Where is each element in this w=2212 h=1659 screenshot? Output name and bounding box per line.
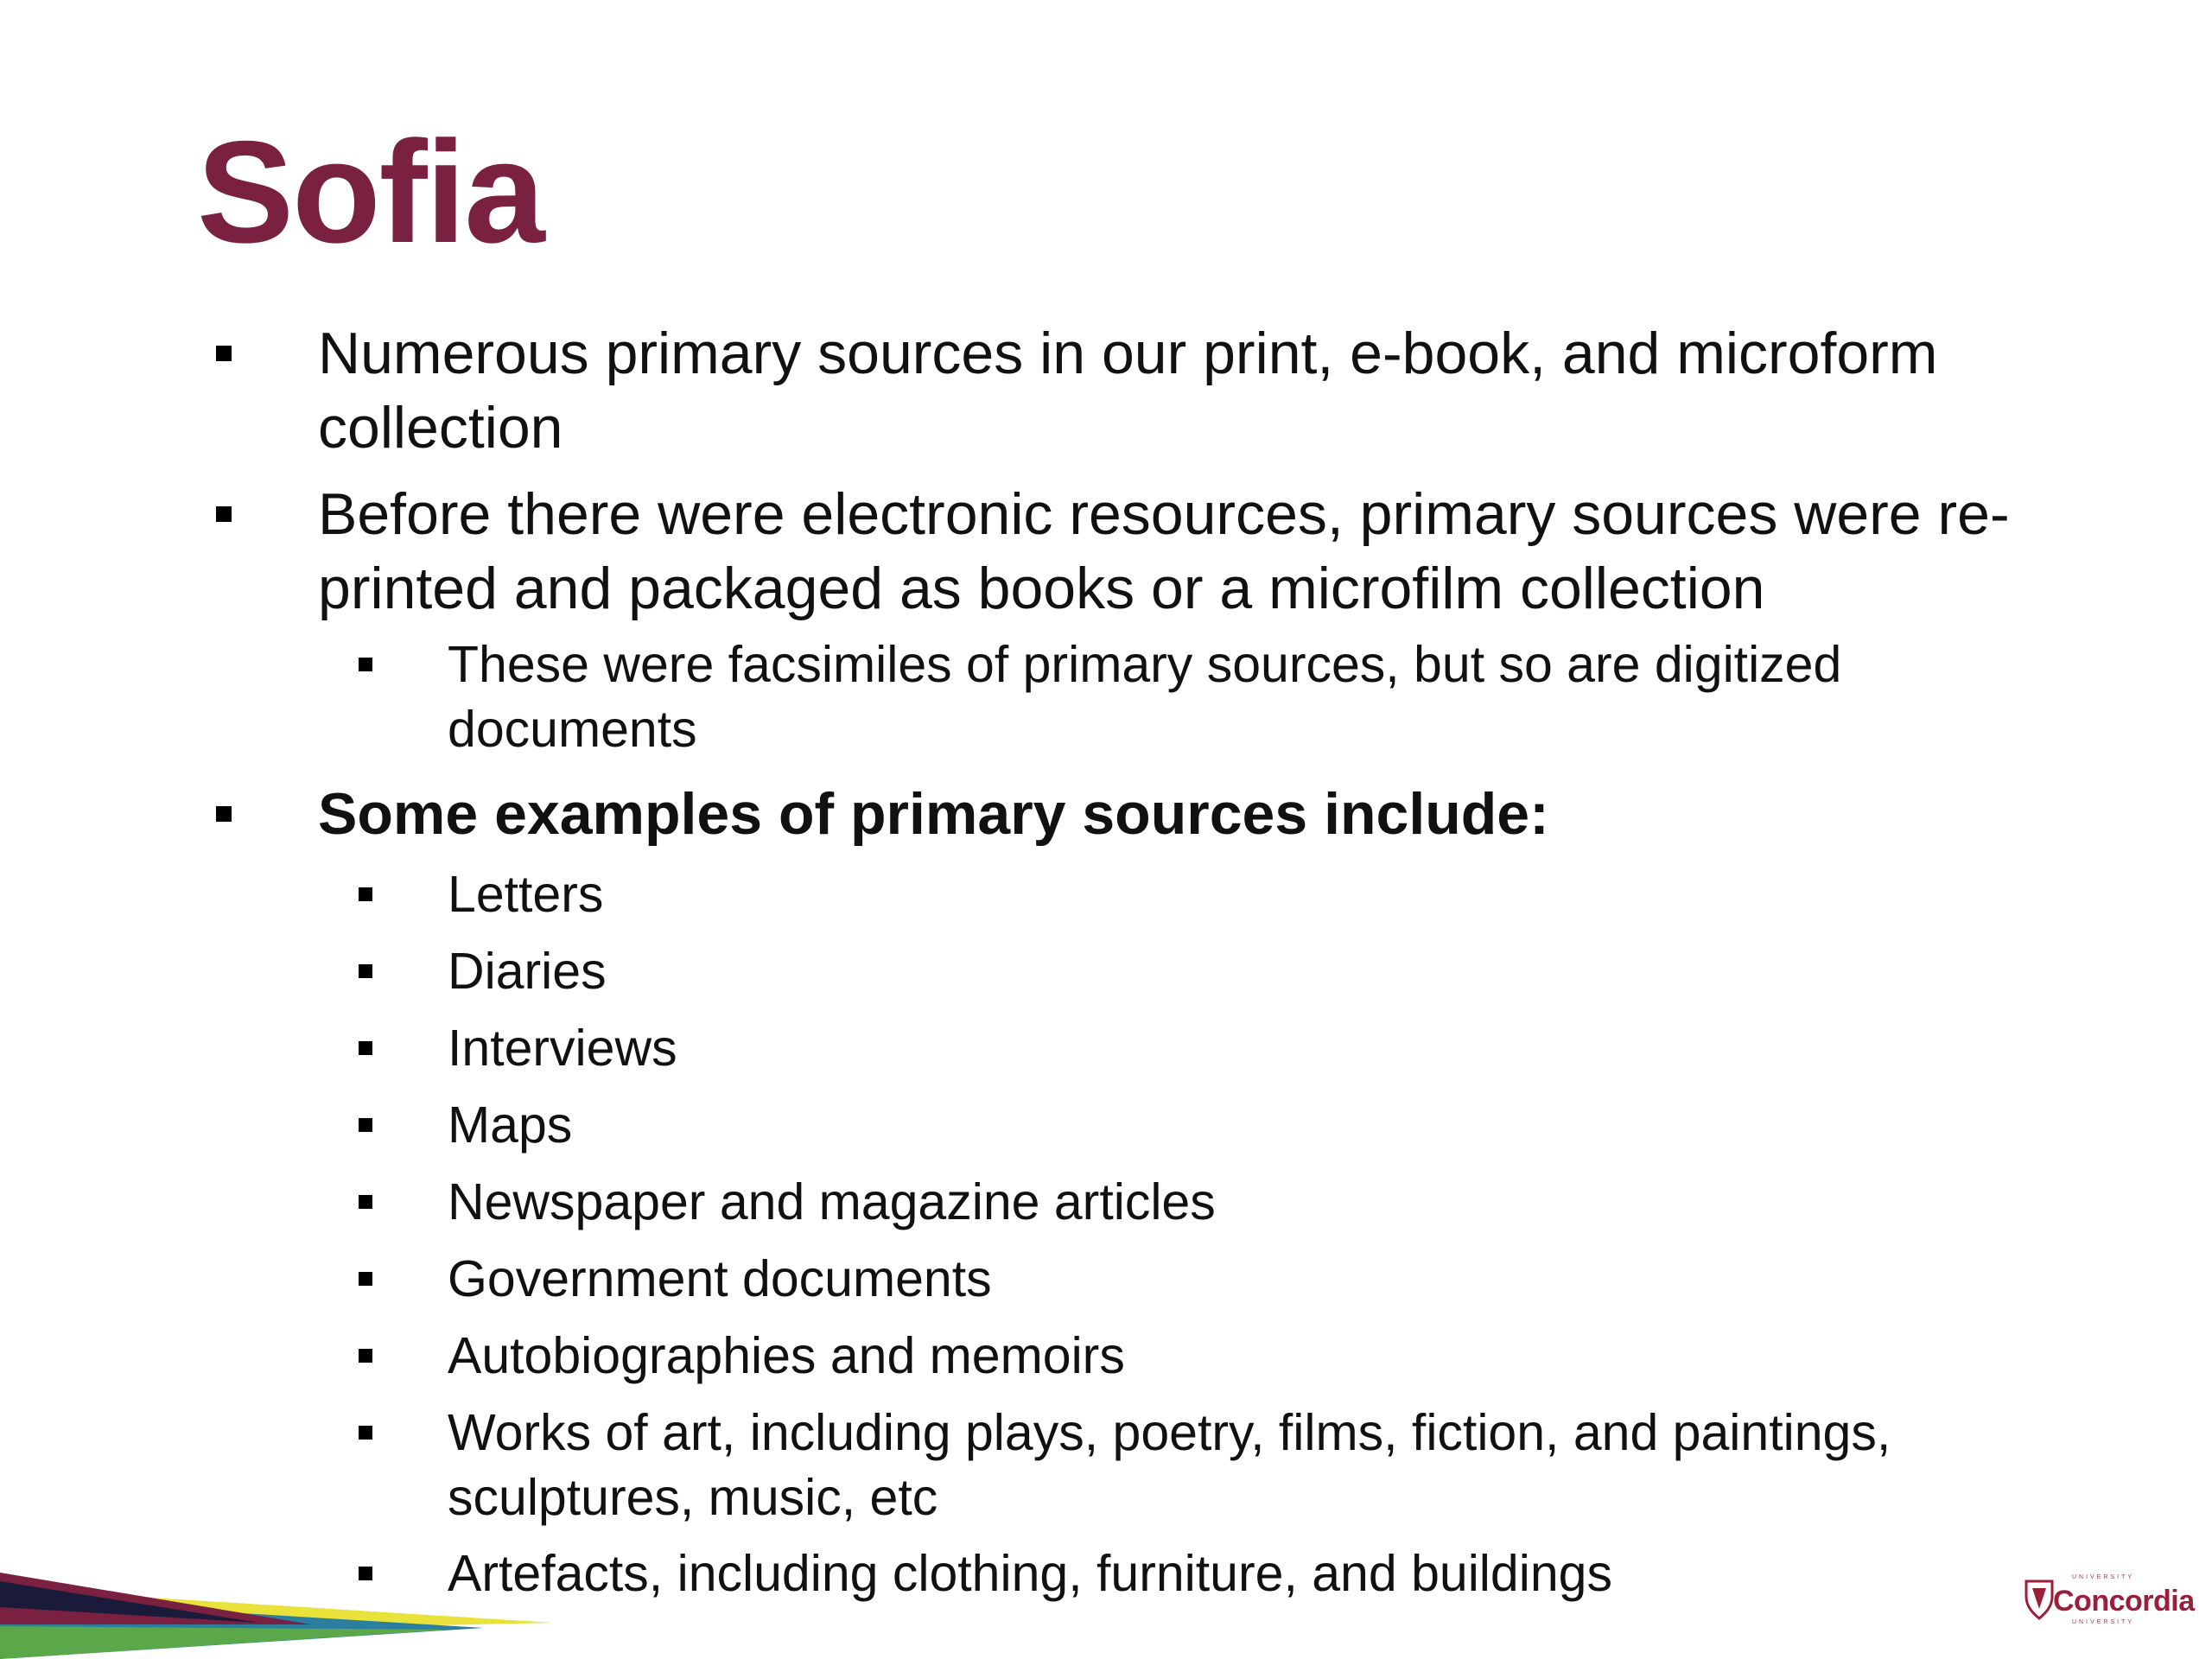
- sub-bullet-item: [448, 862, 2072, 927]
- sub-bullet-item: [448, 1247, 2072, 1312]
- bullet-text: Some examples of primary sources include:: [318, 781, 1549, 847]
- sub-bullet-item: [448, 939, 2072, 1004]
- bullet-item: [318, 477, 2107, 626]
- sub-bullet-item: [448, 1170, 2072, 1235]
- sub-bullet-item: [448, 632, 2072, 762]
- bullet-text: These were facsimiles of primary sources, but so are digitized documents: [448, 636, 1842, 758]
- square-bullet-icon: [359, 1426, 372, 1440]
- logo-bottom-text: UNIVERSITY: [2072, 1619, 2135, 1625]
- bullet-text: Maps: [448, 1096, 573, 1154]
- sub-bullet-item: [448, 1324, 2072, 1389]
- bullet-text: Numerous primary sources in our print, e-book, and microform collection: [318, 321, 1938, 461]
- square-bullet-icon: [359, 1195, 372, 1209]
- square-bullet-icon: [359, 964, 372, 978]
- slide-title: Sofia: [197, 111, 543, 273]
- sub-bullet-item: [448, 1541, 2072, 1606]
- sub-bullet-item: [448, 1016, 2072, 1081]
- square-bullet-icon: [359, 1349, 372, 1363]
- concordia-logo: [2022, 1573, 2195, 1628]
- decorative-swoosh: [0, 1573, 570, 1659]
- square-bullet-icon: [359, 1272, 372, 1286]
- square-bullet-icon: [216, 506, 232, 522]
- bullet-item: [318, 316, 2107, 465]
- logo-wordmark: Concordia: [2053, 1585, 2195, 1618]
- bullet-text: Newspaper and magazine articles: [448, 1173, 1216, 1230]
- bullet-text: Diaries: [448, 943, 607, 1000]
- sub-bullet-item: [448, 1093, 2072, 1158]
- bullet-text: Interviews: [448, 1020, 677, 1077]
- swoosh-green-band: [0, 1626, 449, 1659]
- bullet-text: Artefacts, including clothing, furniture, and buildings: [448, 1545, 1612, 1602]
- square-bullet-icon: [359, 658, 372, 671]
- bullet-text: Autobiographies and memoirs: [448, 1327, 1125, 1384]
- square-bullet-icon: [216, 806, 232, 822]
- sub-bullet-item: [448, 1401, 2072, 1530]
- logo-top-text: UNIVERSITY: [2072, 1574, 2135, 1580]
- bullet-text: Works of art, including plays, poetry, films, fiction, and paintings, sculptures, music, etc: [448, 1404, 1891, 1526]
- square-bullet-icon: [216, 346, 232, 361]
- square-bullet-icon: [359, 1118, 372, 1132]
- concordia-shield-icon: [2024, 1578, 2055, 1621]
- bullet-item: [318, 777, 2107, 851]
- bullet-text: Government documents: [448, 1250, 992, 1307]
- bullet-text: Letters: [448, 866, 604, 923]
- bullet-text: Before there were electronic resources, primary sources were re-printed and packaged as books or a microfilm collection: [318, 481, 2010, 621]
- square-bullet-icon: [359, 887, 372, 901]
- square-bullet-icon: [359, 1041, 372, 1055]
